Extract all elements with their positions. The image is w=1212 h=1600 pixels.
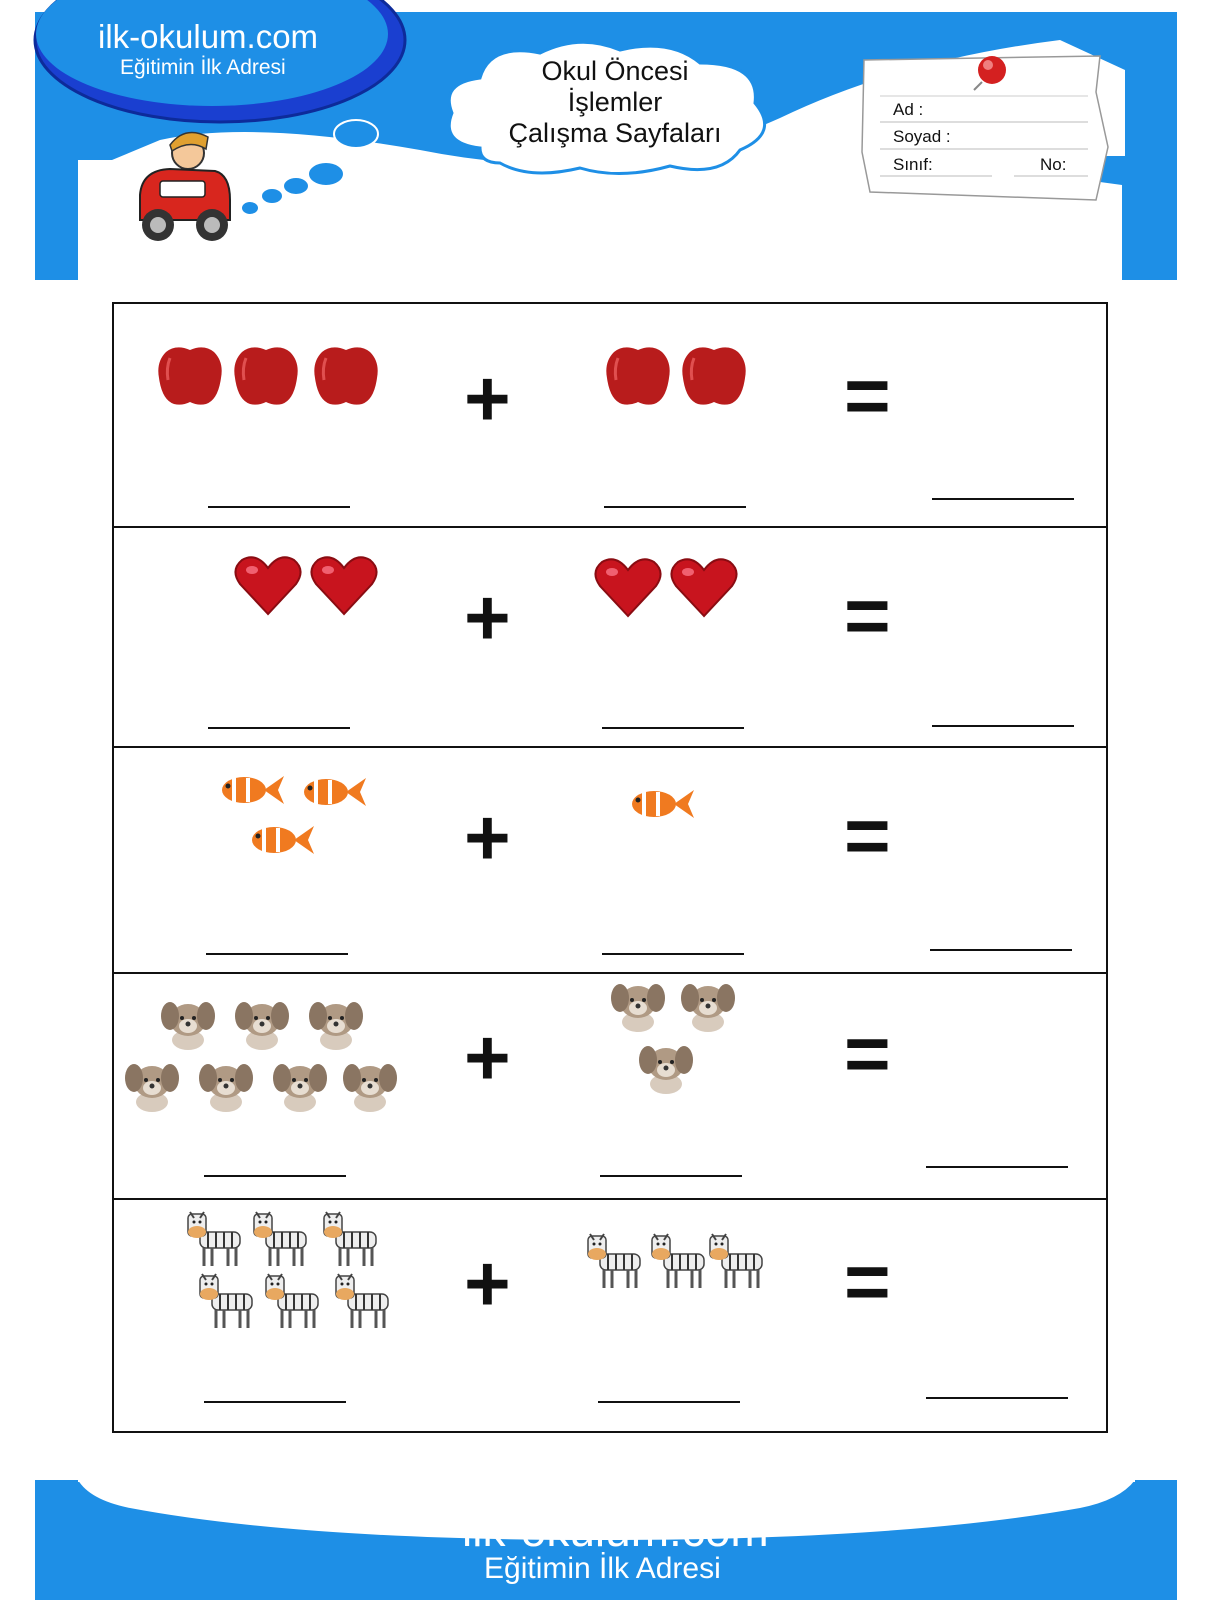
equals-sign: =: [844, 1237, 891, 1326]
answer-blank-result[interactable]: [926, 1166, 1068, 1168]
zebra-icon: [586, 1232, 644, 1292]
problem-row-3: [114, 746, 1106, 974]
apple-icon: [312, 344, 380, 406]
name-label: Ad :: [893, 100, 924, 119]
equals-sign: =: [844, 1009, 891, 1098]
puppy-icon: [234, 994, 292, 1052]
zebra-icon: [186, 1210, 244, 1270]
plus-sign: +: [464, 573, 511, 662]
plus-sign: +: [464, 793, 511, 882]
heart-icon: [594, 556, 662, 618]
heart-icon: [310, 554, 378, 616]
problem-row-2: [114, 526, 1106, 748]
puppy-icon: [342, 1056, 400, 1114]
answer-blank-result[interactable]: [926, 1397, 1068, 1399]
surname-label: Soyad :: [893, 127, 951, 146]
apple-icon: [156, 344, 224, 406]
answer-blank-right[interactable]: [598, 1401, 740, 1403]
equals-sign: =: [844, 351, 891, 440]
puppy-icon: [308, 994, 366, 1052]
heart-icon: [234, 554, 302, 616]
equals-sign: =: [844, 571, 891, 660]
answer-blank-result[interactable]: [932, 498, 1074, 500]
puppy-icon: [124, 1056, 182, 1114]
puppy-icon: [610, 976, 668, 1034]
zebra-icon: [322, 1210, 380, 1270]
zebra-icon: [334, 1272, 392, 1332]
zebra-icon: [252, 1210, 310, 1270]
answer-blank-result[interactable]: [930, 949, 1072, 951]
problem-row-1: [114, 304, 1106, 528]
answer-blank-left[interactable]: [206, 953, 348, 955]
apple-icon: [232, 344, 300, 406]
worksheet-title: [470, 56, 760, 149]
problem-row-4: [114, 972, 1106, 1200]
answer-blank-right[interactable]: [604, 506, 746, 508]
puppy-icon: [638, 1038, 696, 1096]
answer-blank-right[interactable]: [602, 953, 744, 955]
puppy-icon: [680, 976, 738, 1034]
answer-blank-left[interactable]: [208, 727, 350, 729]
answer-blank-left[interactable]: [204, 1175, 346, 1177]
footer-site-name[interactable]: ilk-okulum.com: [462, 1504, 769, 1556]
puppy-icon: [198, 1056, 256, 1114]
title-line-3: Çalışma Sayfaları: [508, 118, 722, 148]
zebra-icon: [264, 1272, 322, 1332]
addition-worksheet: [112, 302, 1108, 1433]
zebra-icon: [198, 1272, 256, 1332]
car-mascot-icon: [130, 125, 240, 250]
fish-icon: [220, 772, 286, 810]
class-label: Sınıf:: [893, 155, 933, 174]
plus-sign: +: [464, 1239, 511, 1328]
site-slogan: Eğitimin İlk Adresi: [120, 56, 286, 79]
fish-icon: [302, 774, 368, 812]
plus-sign: +: [464, 1013, 511, 1102]
answer-blank-result[interactable]: [932, 725, 1074, 727]
thought-bubbles: [230, 110, 390, 220]
equals-sign: =: [844, 791, 891, 880]
puppy-icon: [272, 1056, 330, 1114]
problem-row-5: [114, 1198, 1106, 1431]
number-label: No:: [1040, 155, 1067, 174]
fish-icon: [250, 822, 316, 860]
fish-icon: [630, 786, 696, 824]
zebra-icon: [650, 1232, 708, 1292]
apple-icon: [604, 344, 672, 406]
site-name[interactable]: ilk-okulum.com: [98, 18, 319, 55]
plus-sign: +: [464, 354, 511, 443]
pushpin-icon: [970, 52, 1010, 92]
answer-blank-right[interactable]: [602, 727, 744, 729]
title-line-1: Okul Öncesi: [541, 56, 689, 86]
apple-icon: [680, 344, 748, 406]
zebra-icon: [708, 1232, 766, 1292]
answer-blank-left[interactable]: [208, 506, 350, 508]
puppy-icon: [160, 994, 218, 1052]
answer-blank-left[interactable]: [204, 1401, 346, 1403]
title-line-2: İşlemler: [567, 87, 663, 117]
footer-slogan: Eğitimin İlk Adresi: [484, 1552, 721, 1585]
answer-blank-right[interactable]: [600, 1175, 742, 1177]
heart-icon: [670, 556, 738, 618]
